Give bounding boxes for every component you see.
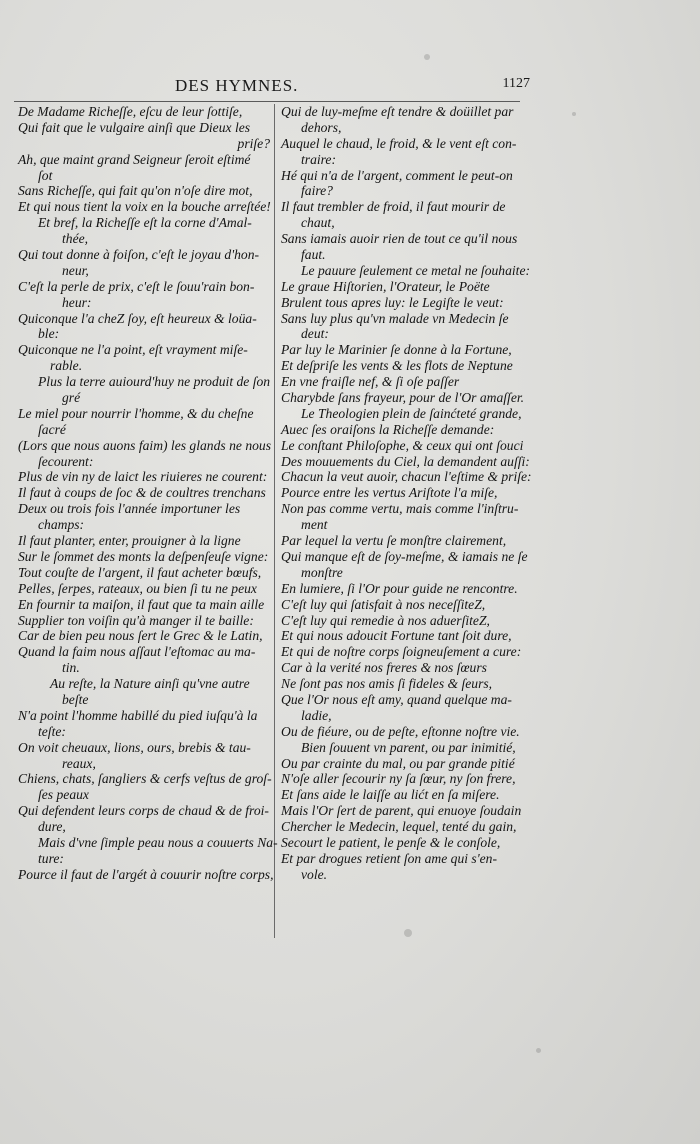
verse-line: ſot [38,167,53,183]
verse-line: N'oſe aller ſecourir ny ſa ſœur, ny ſon frere, [281,771,516,787]
verse-line: chaut, [301,215,335,231]
verse-line: Car de bien peu nous ſert le Grec & le Latin, [18,628,263,644]
verse-line: C'eſt luy qui ſatisfait à nos neceſſiteZ, [281,596,486,612]
verse-line: heur: [62,294,92,310]
verse-line: Et qui nous tient la voix en la bouche arreſtée! [18,199,271,215]
verse-line: Ou de fiéure, ou de peſte, eſtonne noſtre vie. [281,723,520,739]
verse-line: Chacun la veut auoir, chacun l'eſtime & priſe: [281,469,532,485]
verse-line: De Madame Richeſſe, eſcu de leur ſottiſe, [18,104,243,119]
verse-line: Hé qui n'a de l'argent, comment le peut-on [281,167,513,183]
verse-line: Mais l'Or ſert de parent, qui enuoye ſoudain [281,803,522,819]
verse-line: Qui fait que le vulgaire ainſi que Dieux les [18,119,251,135]
verse-line: dehors, [301,119,342,135]
verse-line: Plus de vin ny de laict les riuieres ne courent: [18,469,268,485]
verse-line: Par lequel la vertu ſe monſtre clairement, [281,533,507,549]
verse-line: Le Theologien plein de ſainćteté grande, [301,405,522,421]
verse-line: Et qui nous adoucit Fortune tant ſoit dure, [281,628,512,644]
verse-line: monſtre [301,564,343,580]
verse-line: Sans luy plus qu'vn malade vn Medecin ſe [281,310,509,326]
verse-line: Il faut à coups de ſoc & de coultres trenchans [18,485,266,501]
verse-line: Et qui de noſtre corps ſoigneuſement a cure: [281,644,522,660]
paper-stain [572,112,576,116]
verse-line: Pource il faut de l'argét à couurir noſtre corps, [18,866,274,882]
verse-line: Deux ou trois fois l'année importuner les [18,501,241,517]
verse-line: Supplier ton voiſin qu'à manger il te baille: [18,612,254,628]
running-title: DES HYMNES. [175,76,299,95]
verse-line: Que l'Or nous eſt amy, quand quelque ma- [281,691,512,707]
verse-line: Et par drogues retient ſon ame qui s'en- [281,850,497,866]
verse-line: En lumiere, ſi l'Or pour guide ne rencontre. [281,580,518,596]
paper-stain [404,929,412,937]
verse-line: Et deſpriſe les vents & les flots de Neptune [281,358,513,374]
verse-line: Qui de luy-meſme eſt tendre & doüillet par [281,104,514,119]
verse-line: ſes peaux [38,787,89,803]
verse-line: C'eſt la perle de prix, c'eſt le ſouu'rain bon- [18,278,255,294]
verse-line: Par luy le Marinier ſe donne à la Fortune, [281,342,512,358]
verse-line: Le miel pour nourrir l'homme, & du cheſne [18,405,254,421]
verse-line: Il faut planter, enter, prouigner à la ligne [18,533,241,549]
verse-line: tin. [62,660,80,676]
verse-line: vole. [301,866,328,882]
verse-line: deut: [301,326,329,342]
verse-line: Pource entre les vertus Ariſtote l'a miſe, [281,485,498,501]
verse-line: Non pas comme vertu, mais comme l'inſtru- [281,501,519,517]
verse-line: Au reſte, la Nature ainſi qu'vne autre [50,676,250,692]
verse-line: N'a point l'homme habillé du pied iuſqu'à la [18,707,258,723]
verse-line: ble: [38,326,60,342]
right-column [281,104,532,883]
verse-line: Qui tout donne à foiſon, c'eſt le joyau d'hon- [18,247,260,263]
verse-line: Sans iamais auoir rien de tout ce qu'il nous [281,231,518,247]
verse-line: dure, [38,819,66,835]
left-column [18,104,276,883]
paper-stain [536,1048,541,1053]
verse-line: faire? [301,183,333,199]
header-rule [14,101,520,102]
verse-line: ſacré [38,421,66,437]
verse-line: Qui defendent leurs corps de chaud & de froi- [18,803,269,819]
verse-line: Il faut trembler de froid, il faut mourir de [281,199,506,215]
verse-line: Des mouuements du Ciel, la demandent auſſi: [281,453,530,469]
verse-line: gré [62,390,81,406]
verse-line: beſte [62,691,89,707]
verse-line: Le graue Hiſtorien, l'Orateur, le Poëte [281,278,490,294]
verse-line: C'eſt luy qui remedie à nos aduerſiteZ, [281,612,490,628]
verse-line: On voit cheuaux, lions, ours, brebis & tau- [18,739,251,755]
verse-line: Mais d'vne ſimple peau nous a couuerts Na- [38,834,278,850]
verse-line: Auquel le chaud, le froid, & le vent eſt con- [281,135,517,151]
verse-line: Ne ſont pas nos amis ſi fideles & ſeurs, [281,676,493,692]
verse-line: Charybde ſans frayeur, pour de l'Or amaſſer. [281,390,525,406]
verse-line: Car à la verité nos freres & nos ſœurs [281,660,487,676]
verse-line: Le conſtant Philoſophe, & ceux qui ont ſouci [281,437,524,453]
verse-line: reaux, [62,755,96,771]
verse-line: Auec ſes oraiſons la Richeſſe demande: [281,421,495,437]
verse-line: Quiconque ne l'a point, eſt vrayment miſe- [18,342,248,358]
verse-line: Bien ſouuent vn parent, ou par inimitié, [301,739,516,755]
verse-line: Et bref, la Richeſſe eſt la corne d'Amal- [38,215,252,231]
verse-line: Secourt le patient, le penſe & le conſole, [281,834,501,850]
verse-line: En vne fraiſle nef, & ſi oſe paſſer [281,374,460,390]
verse-line: En fournir ta maiſon, il faut que ta main aille [18,596,265,612]
verse-line: Chercher le Medecin, lequel, tenté du gain, [281,819,517,835]
verse-line: Sur le ſommet des monts la deſpenſeuſe vigne: [18,548,269,564]
verse-line: neur, [62,262,89,278]
verse-line: Et ſans aide le laiſſe au lićt en ſa miſere. [281,787,500,803]
verse-line: Ou par crainte du mal, ou par grande pitié [281,755,515,771]
verse-line: priſe? [237,135,270,151]
verse-line: thée, [62,231,89,247]
verse-line: Le pauure ſeulement ce metal ne ſouhaite: [301,262,531,278]
verse-line: Chiens, chats, ſangliers & cerfs veſtus de groſ- [18,771,272,787]
verse-line: Quand la faim nous aſſaut l'eſtomac au ma- [18,644,256,660]
verse-line: ladie, [301,707,332,723]
page-number: 1127 [502,76,530,91]
verse-line: Sans Richeſſe, qui fait qu'on n'oſe dire mot, [18,183,253,199]
verse-line: traire: [301,151,336,167]
verse-line: Brulent tous apres luy: le Legiſte le veut: [281,294,504,310]
verse-line: Ah, que maint grand Seigneur ſeroit eſtimé [18,151,251,167]
verse-line: ment [301,517,328,533]
verse-line: champs: [38,517,85,533]
verse-line: Qui manque eſt de ſoy-meſme, & iamais ne ſe [281,548,528,564]
running-header [175,76,530,100]
verse-line: Pelles, ſerpes, rateaux, ou bien ſi tu ne peux [18,580,257,596]
verse-line: Plus la terre auiourd'huy ne produit de ſon [38,374,271,390]
verse-line: ture: [38,850,64,866]
paper-stain [424,54,430,60]
verse-line: Tout couſte de l'argent, il faut acheter bœufs, [18,564,262,580]
verse-line: faut. [301,247,326,263]
verse-line: Quiconque l'a cheZ ſoy, eſt heureux & loüa- [18,310,257,326]
verse-line: teſte: [38,723,66,739]
verse-line: rable. [50,358,83,374]
verse-line: ſecourent: [38,453,94,469]
verse-line: (Lors que nous auons faim) les glands ne nous [18,437,271,453]
